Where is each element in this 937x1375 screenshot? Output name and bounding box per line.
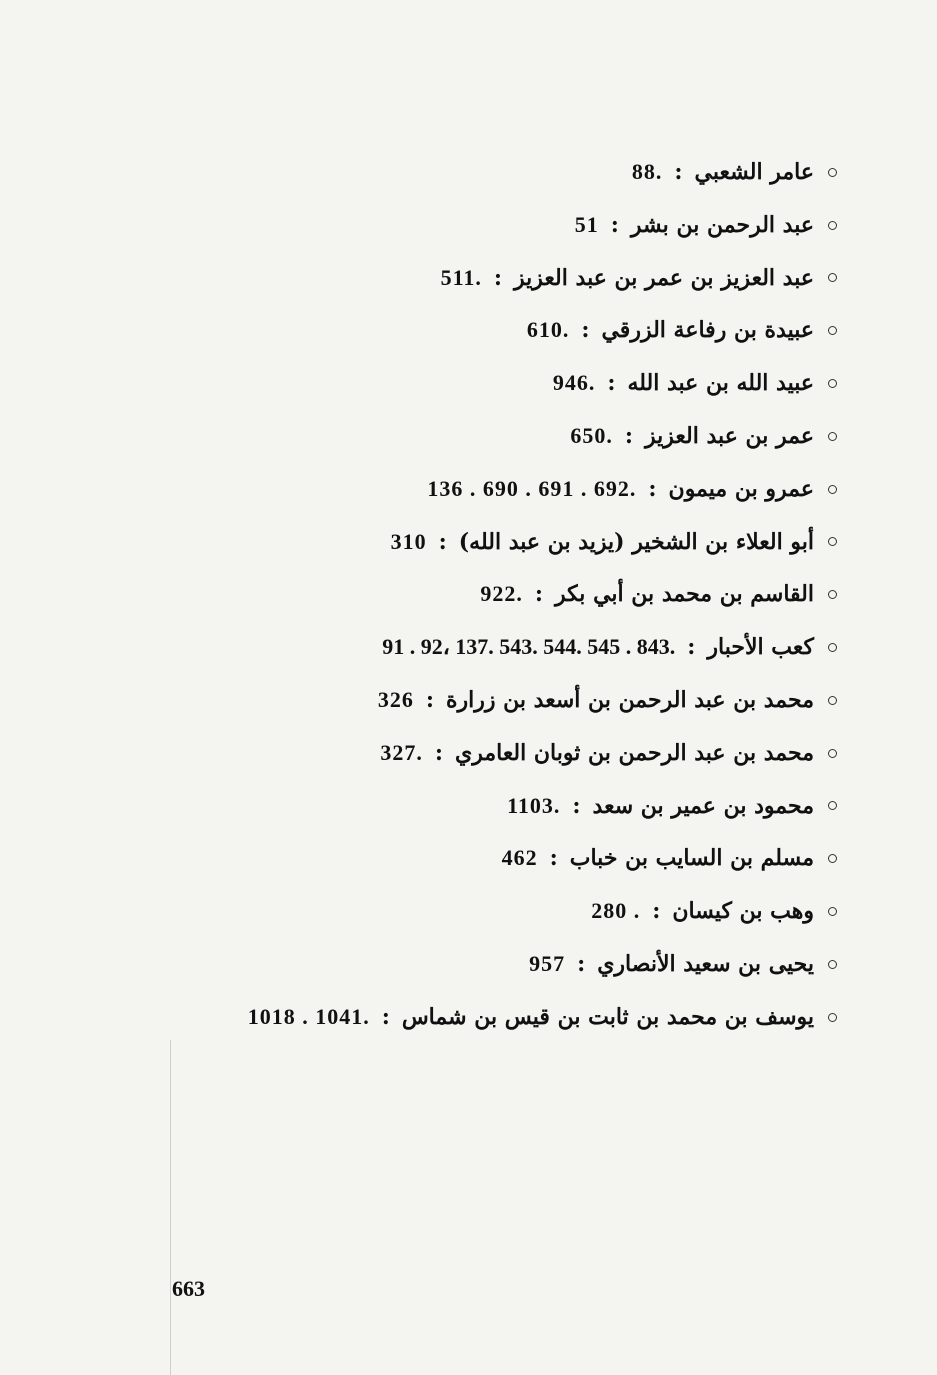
entry-name: وهب بن كيسان: [672, 898, 814, 925]
list-item: [147, 674, 837, 727]
index-list: [147, 146, 837, 1044]
entry-separator: :: [434, 739, 443, 766]
binding-gutter-line: [170, 1040, 171, 1375]
entry-separator: :: [534, 581, 543, 608]
entry-references: 91 . 92، 137. 543. 544. 545 . 843.: [382, 634, 676, 660]
list-item: [147, 727, 837, 780]
bullet-icon: [828, 643, 837, 652]
bullet-icon: [828, 907, 837, 916]
list-item: [147, 621, 837, 674]
bullet-icon: [828, 960, 837, 969]
bullet-icon: [828, 485, 837, 494]
entry-separator: :: [581, 317, 590, 344]
entry-name: عمر بن عبد العزيز: [645, 422, 814, 449]
entry-name: يحيى بن سعيد الأنصاري: [597, 950, 814, 977]
bullet-icon: [828, 273, 837, 282]
entry-references: 88.: [631, 159, 663, 184]
list-item: [147, 568, 837, 621]
bullet-icon: [828, 1013, 837, 1022]
entry-name: عامر الشعبي: [694, 159, 814, 185]
entry-separator: :: [674, 159, 683, 185]
bullet-icon: [828, 801, 837, 810]
entry-separator: :: [652, 898, 661, 925]
list-item: [147, 304, 837, 357]
list-item: [147, 991, 837, 1044]
entry-name: عبد الرحمن بن بشر: [630, 211, 814, 238]
entry-separator: :: [425, 686, 434, 713]
entry-separator: :: [549, 845, 558, 872]
entry-references: 310: [390, 528, 427, 554]
entry-name: مسلم بن السايب بن خباب: [569, 845, 814, 872]
entry-name: كعب الأحبار: [707, 634, 814, 661]
entry-name: عمرو بن ميمون: [668, 475, 814, 502]
entry-references: 326: [377, 686, 414, 712]
entry-separator: :: [648, 475, 657, 502]
bullet-icon: [828, 221, 837, 230]
list-item: [147, 199, 837, 252]
entry-name: محمد بن عبد الرحمن بن ثوبان العامري: [454, 739, 814, 766]
list-item: [147, 832, 837, 885]
list-item: [147, 885, 837, 938]
entry-name: عبد العزيز بن عمر بن عبد العزيز: [514, 264, 814, 291]
entry-separator: :: [577, 950, 586, 977]
entry-separator: :: [610, 211, 619, 238]
entry-references: 957: [529, 950, 566, 976]
bullet-icon: [828, 168, 837, 177]
entry-name: محمود بن عمير بن سعد: [592, 792, 814, 819]
entry-name: عبيد الله بن عبد الله: [627, 370, 814, 397]
entry-references: 327.: [380, 739, 423, 765]
bullet-icon: [828, 854, 837, 863]
list-item: [147, 146, 837, 199]
entry-references: 280 .: [591, 898, 641, 924]
bullet-icon: [828, 326, 837, 335]
page-number: 663: [172, 1276, 205, 1301]
entry-name: محمد بن عبد الرحمن بن أسعد بن زرارة: [445, 686, 814, 713]
bullet-icon: [828, 590, 837, 599]
entry-name: أبو العلاء بن الشخير (يزيد بن عبد الله): [458, 528, 814, 555]
entry-references: 136 . 690 . 691 . 692.: [427, 475, 637, 501]
list-item: [147, 516, 837, 569]
list-item: [147, 780, 837, 833]
entry-references: 650.: [570, 422, 613, 448]
entry-name: عبيدة بن رفاعة الزرقي: [601, 317, 814, 344]
entry-separator: :: [607, 370, 616, 397]
entry-references: 51: [574, 211, 599, 237]
entry-separator: :: [687, 634, 696, 661]
entry-name: يوسف بن محمد بن ثابت بن قيس بن شماس: [401, 1003, 814, 1030]
entry-references: 511.: [440, 264, 482, 290]
entry-references: 1018 . 1041.: [247, 1003, 370, 1029]
bullet-icon: [828, 749, 837, 758]
entry-separator: :: [493, 264, 503, 291]
entry-references: 946.: [552, 370, 596, 396]
entry-references: 462: [501, 845, 538, 871]
entry-name: القاسم بن محمد بن أبي بكر: [555, 581, 814, 608]
list-item: [147, 410, 837, 463]
bullet-icon: [828, 432, 837, 441]
bullet-icon: [828, 696, 837, 705]
entry-references: 610.: [526, 317, 570, 343]
entry-separator: :: [624, 422, 634, 449]
entry-separator: :: [438, 528, 447, 555]
entry-references: 922.: [480, 581, 523, 607]
list-item: [147, 357, 837, 410]
entry-separator: :: [381, 1003, 390, 1030]
bullet-icon: [828, 379, 837, 388]
entry-separator: :: [572, 792, 581, 819]
list-item: [147, 463, 837, 516]
entry-references: 1103.: [507, 792, 561, 818]
list-item: [147, 252, 837, 305]
bullet-icon: [828, 537, 837, 546]
list-item: [147, 938, 837, 991]
